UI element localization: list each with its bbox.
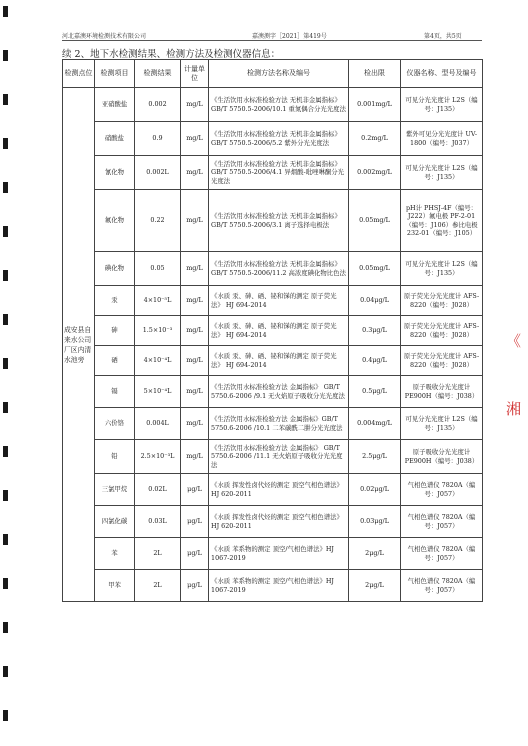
method-cell: 《生活饮用水标准检验方法 无机非金属指标》 GB/T 5750.5-2006/10.1 重氮偶合分光光度法 [209,88,349,122]
method-cell: 《水质 挥发性卤代烃的测定 顶空气相色谱法》 HJ 620-2011 [209,474,349,506]
unit-cell: mg/L [181,376,209,408]
limit-cell: 0.03μg/L [349,506,401,538]
item-cell: 铅 [95,440,135,474]
limit-cell: 0.2mg/L [349,122,401,156]
result-cell: 0.05 [135,252,181,286]
table-row [63,376,483,408]
unit-cell: mg/L [181,88,209,122]
table-row [63,286,483,316]
instrument-cell: pH计 PHSJ-4F（编号：J222）氟电极 PF-2-01（编号：J106）参比电极 232-01（编号：J105） [401,190,483,252]
limit-cell: 0.05mg/L [349,190,401,252]
method-cell: 《水质 苯系物的测定 顶空/气相色谱法》HJ 1067-2019 [209,538,349,570]
table-row [63,346,483,376]
limit-cell: 0.3μg/L [349,316,401,346]
method-cell: 《生活饮用水标准检验方法 无机非金属指标》 GB/T 5750.5-2006/5.2 紫外分光光度法 [209,122,349,156]
method-cell: 《生活饮用水标准检验方法 金属指标》GB/T 5750.6-2006 /10.1 二苯碳酰二肼分光光度法 [209,408,349,440]
unit-cell: mg/L [181,122,209,156]
table-row [63,252,483,286]
section-title: 续 2、地下水检测结果、检测方法及检测仪器信息： [62,49,281,60]
table-row [63,316,483,346]
unit-cell: μg/L [181,474,209,506]
item-cell: 氟化物 [95,190,135,252]
column-header: 计量单位 [181,60,209,88]
binding-holes [3,0,9,746]
result-cell: 1.5×10⁻³ [135,316,181,346]
instrument-cell: 气相色谱仪 7820A（编号：J057） [401,474,483,506]
instrument-cell: 气相色谱仪 7820A（编号：J057） [401,570,483,602]
limit-cell: 0.05mg/L [349,252,401,286]
table-row [63,506,483,538]
unit-cell: mg/L [181,440,209,474]
stamp-fragment: 《 [506,332,522,350]
method-cell: 《水质 汞、砷、硒、铋和锑的测定 原子荧光法》 HJ 694-2014 [209,316,349,346]
instrument-cell: 原子荧光分光光度计 AFS-8220（编号：J028） [401,346,483,376]
result-cell: 4×10⁻⁴L [135,346,181,376]
column-header: 检测结果 [135,60,181,88]
item-cell: 四氯化碳 [95,506,135,538]
unit-cell: μg/L [181,506,209,538]
limit-cell: 0.4μg/L [349,346,401,376]
location-cell: 成安县自来水公司厂区内清水池旁 [63,88,95,602]
unit-cell: mg/L [181,190,209,252]
column-header: 检测点位 [63,60,95,88]
item-cell: 汞 [95,286,135,316]
limit-cell: 0.004mg/L [349,408,401,440]
method-cell: 《生活饮用水标准检验方法 无机非金属指标》 GB/T 5750.5-2006/4.1 异烟酸-吡唑啉酮分光光度法 [209,156,349,190]
table-row [63,156,483,190]
result-cell: 0.004L [135,408,181,440]
instrument-cell: 紫外可见分光光度计 UV-1800（编号：J037） [401,122,483,156]
item-cell: 甲苯 [95,570,135,602]
result-cell: 2.5×10⁻³L [135,440,181,474]
limit-cell: 2μg/L [349,538,401,570]
limit-cell: 2.5μg/L [349,440,401,474]
unit-cell: mg/L [181,252,209,286]
item-cell: 碘化物 [95,252,135,286]
page-number: 第4页，共5页 [424,33,462,40]
instrument-cell: 气相色谱仪 7820A（编号：J057） [401,506,483,538]
unit-cell: μg/L [181,570,209,602]
item-cell: 砷 [95,316,135,346]
method-cell: 《生活饮用水标准检验方法 金属指标》 GB/T 5750.6-2006 /11.1 无火焰原子吸收分光光度法 [209,440,349,474]
item-cell: 六价铬 [95,408,135,440]
instrument-cell: 可见分光光度计 L2S（编号：J135） [401,408,483,440]
result-cell: 0.002L [135,156,181,190]
result-cell: 2L [135,538,181,570]
item-cell: 苯 [95,538,135,570]
table-row [63,474,483,506]
result-cell: 5×10⁻⁴L [135,376,181,408]
result-cell: 0.9 [135,122,181,156]
instrument-cell: 原子荧光分光光度计 AFS-8220（编号：J028） [401,316,483,346]
method-cell: 《水质 挥发性卤代烃的测定 顶空气相色谱法》 HJ 620-2011 [209,506,349,538]
result-cell: 0.02L [135,474,181,506]
instrument-cell: 原子吸收分光光度计 PE900H（编号：J038） [401,376,483,408]
unit-cell: μg/L [181,538,209,570]
result-cell: 4×10⁻⁵L [135,286,181,316]
instrument-cell: 可见分光光度计 L2S（编号：J135） [401,156,483,190]
instrument-cell: 原子吸收分光光度计 PE900H（编号：J038） [401,440,483,474]
column-header: 检出限 [349,60,401,88]
table-row [63,408,483,440]
result-cell: 0.03L [135,506,181,538]
unit-cell: mg/L [181,408,209,440]
table-row [63,538,483,570]
column-header: 检测方法名称及编号 [209,60,349,88]
limit-cell: 0.002mg/L [349,156,401,190]
item-cell: 硒 [95,346,135,376]
method-cell: 《生活饮用水标准检验方法 无机非金属指标》 GB/T 5750.5-2006/11.2 高浓度碘化物比色法 [209,252,349,286]
limit-cell: 0.04μg/L [349,286,401,316]
results-table [62,59,483,602]
report-number: 嘉澳测字［2021］第419号 [252,33,327,40]
limit-cell: 0.5μg/L [349,376,401,408]
instrument-cell: 原子荧光分光光度计 AFS-8220（编号：J028） [401,286,483,316]
column-header: 检测项目 [95,60,135,88]
instrument-cell: 可见分光光度计 L2S（编号：J135） [401,252,483,286]
instrument-cell: 可见分光光度计 L2S（编号：J135） [401,88,483,122]
table-header-row [63,60,483,88]
table-row [63,570,483,602]
stamp-fragment: 湘 [506,400,522,418]
unit-cell: mg/L [181,316,209,346]
unit-cell: mg/L [181,346,209,376]
method-cell: 《水质 汞、砷、硒、铋和锑的测定 原子荧光法》 HJ 694-2014 [209,286,349,316]
table-row [63,122,483,156]
method-cell: 《生活饮用水标准检验方法 金属指标》 GB/T 5750.6-2006 /9.1 无火焰原子吸收分光光度法 [209,376,349,408]
instrument-cell: 气相色谱仪 7820A（编号：J057） [401,538,483,570]
result-cell: 0.002 [135,88,181,122]
table-row [63,88,483,122]
method-cell: 《水质 苯系物的测定 顶空/气相色谱法》HJ 1067-2019 [209,570,349,602]
method-cell: 《生活饮用水标准检验方法 无机非金属指标》 GB/T 5750.5-2006/3.1 离子选择电极法 [209,190,349,252]
result-cell: 2L [135,570,181,602]
table-row [63,440,483,474]
company-name: 河北嘉澳环境检测技术有限公司 [62,33,147,40]
item-cell: 氰化物 [95,156,135,190]
item-cell: 亚硝酸盐 [95,88,135,122]
limit-cell: 0.001mg/L [349,88,401,122]
unit-cell: mg/L [181,156,209,190]
unit-cell: mg/L [181,286,209,316]
column-header: 仪器名称、型号及编号 [401,60,483,88]
table-row [63,190,483,252]
item-cell: 硝酸盐 [95,122,135,156]
item-cell: 三氯甲烷 [95,474,135,506]
result-cell: 0.22 [135,190,181,252]
limit-cell: 2μg/L [349,570,401,602]
method-cell: 《水质 汞、砷、硒、铋和锑的测定 原子荧光法》 HJ 694-2014 [209,346,349,376]
limit-cell: 0.02μg/L [349,474,401,506]
item-cell: 镉 [95,376,135,408]
header-rule [62,40,482,41]
